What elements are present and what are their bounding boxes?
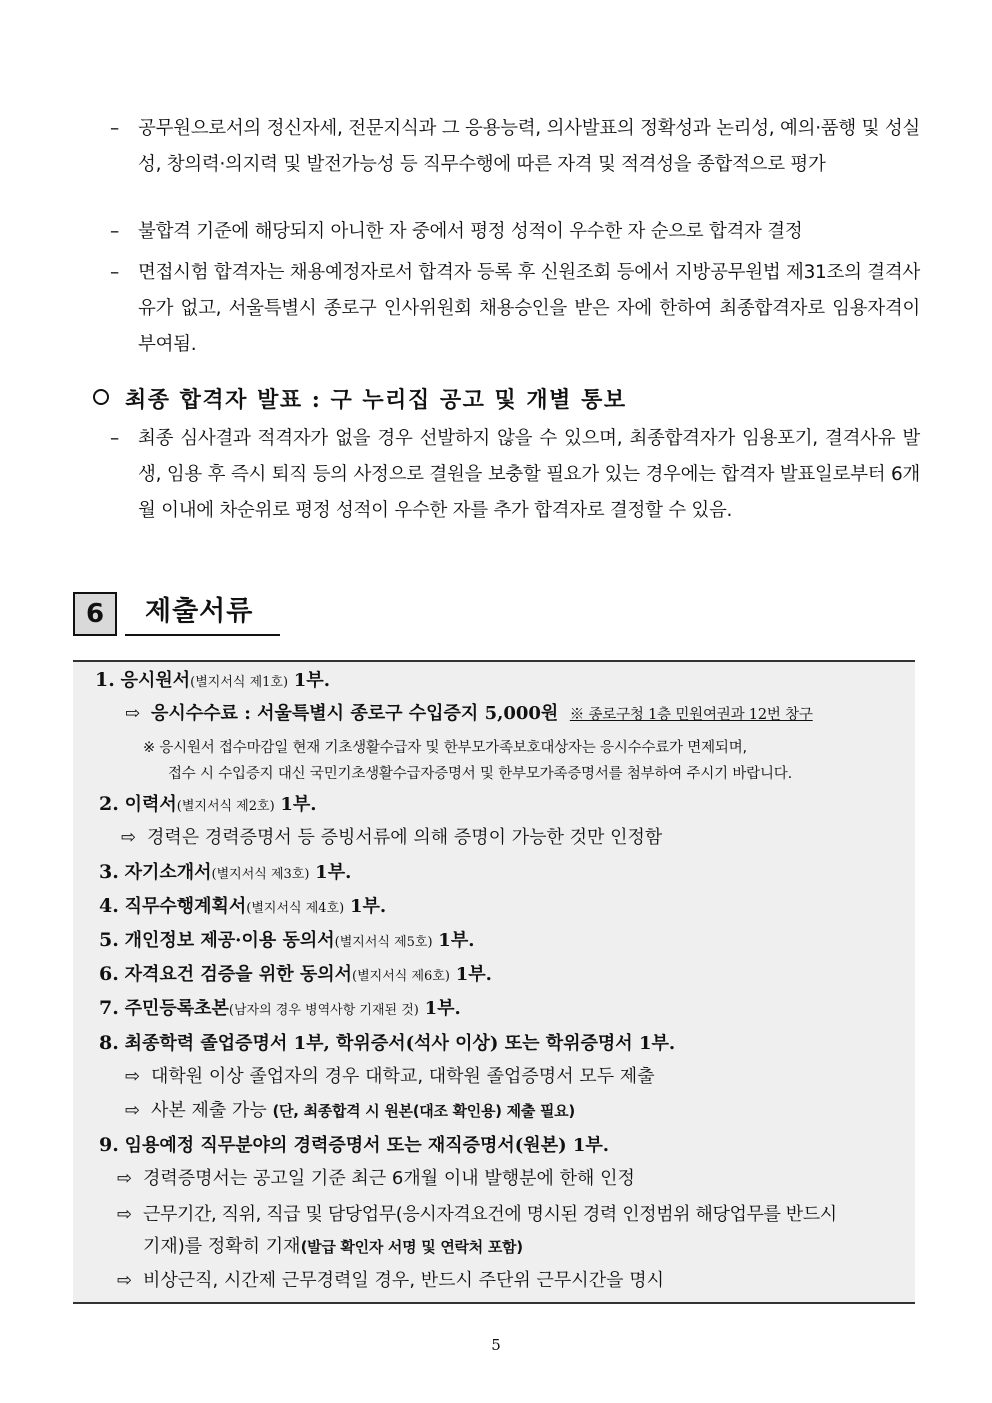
arrow-right-icon: ⇨ [117, 1270, 133, 1291]
doc-item-7 [99, 993, 461, 1026]
doc-count: 1부. [424, 998, 461, 1019]
fee-location: ※ 종로구청 1층 민원여권과 12번 창구 [569, 707, 813, 723]
fee-exemption-note-2: 접수 시 수입증지 대신 국민기초생활수급자증명서 및 한부모가족증명서를 첨부하여 주시기 바랍니다. [168, 766, 792, 782]
doc-number: 5. [99, 929, 119, 951]
doc-item-6 [99, 959, 492, 992]
doc-item-4 [99, 891, 386, 924]
doc-number: 7. [99, 997, 119, 1019]
criteria-text: 공무원으로서의 정신자세, 전문지식과 그 응용능력, 의사발표의 정확성과 논리성, 예의·품행 및 성실성, 창의력·의지력 및 발전가능성 등 직무수행에 따른 자격 및 적격성을 종합적으로 평가 [138, 118, 920, 175]
doc-name: 자격요건 검증을 위한 동의서 [124, 964, 353, 985]
doc-name: 최종학력 졸업증명서 1부, 학위증서(석사 이상) 또는 학위증명서 1부. [124, 1033, 676, 1054]
fee-exemption-note-1: ※ 응시원서 접수마감일 현재 기초생활수급자 및 한부모가족보호대상자는 응시수수료가 면제되며, [143, 740, 747, 756]
doc-8-sub-2 [125, 1096, 575, 1126]
doc-number: 8. [99, 1032, 119, 1054]
doc-note: (별지서식 제5호) [334, 935, 433, 950]
dash-bullet: – [110, 118, 119, 139]
final-announcement-text: 최종 심사결과 적격자가 없을 경우 선발하지 않을 수 있으며, 최종합격자가 임용포기, 결격사유 발생, 임용 후 즉시 퇴직 등의 사정으로 결원을 보충할 필요가 있는 경우에는 합격자 발표일로부터 6개월 이내에 차순위로 평정 성적이 우수한 자를 추가 합격자로 결정할 수 있음. [138, 428, 920, 521]
criteria-item-2 [110, 214, 920, 250]
doc-count: 1부. [438, 930, 475, 951]
arrow-right-icon: ⇨ [125, 703, 141, 724]
dash-bullet: – [110, 221, 119, 242]
section-title-box [125, 592, 280, 636]
doc-number: 3. [99, 861, 119, 883]
doc-item-2 [99, 789, 317, 822]
circle-bullet-icon [93, 389, 109, 405]
doc-note: (별지서식 제2호) [176, 799, 275, 814]
sub-text: 비상근직, 시간제 근무경력일 경우, 반드시 주단위 근무시간을 명시 [143, 1270, 664, 1291]
doc-note: (남자의 경우 병역사항 기재된 것) [228, 1003, 419, 1018]
doc-count: 1부. [280, 794, 317, 815]
doc-note: (별지서식 제4호) [246, 901, 345, 916]
doc-count: 1부. [293, 670, 330, 691]
criteria-text: 불합격 기준에 해당되지 아니한 자 중에서 평정 성적이 우수한 자 순으로 합격자 결정 [138, 221, 803, 242]
sub-text: 근무기간, 직위, 직급 및 담당업무(응시자격요건에 명시된 경력 인정범위 해당업무를 반드시 [143, 1204, 837, 1225]
section-number-badge: 6 [73, 592, 117, 636]
sub-text-bold: (발급 확인자 서명 및 연락처 포함) [300, 1238, 523, 1256]
arrow-right-icon: ⇨ [117, 1168, 133, 1189]
doc-2-sub [121, 823, 662, 853]
final-announcement-item [110, 421, 920, 529]
doc-item-8 [99, 1028, 675, 1059]
page-number: 5 [491, 1336, 501, 1354]
arrow-right-icon: ⇨ [117, 1204, 132, 1225]
doc-number: 9. [99, 1134, 119, 1156]
doc-number: 1. [95, 669, 115, 691]
doc-number: 2. [99, 793, 119, 815]
sub-text: 대학원 이상 졸업자의 경우 대학교, 대학원 졸업증명서 모두 제출 [151, 1066, 655, 1087]
doc-name: 이력서 [124, 794, 177, 815]
arrow-right-icon: ⇨ [121, 827, 137, 848]
sub-text: 경력은 경력증명서 등 증빙서류에 의해 증명이 가능한 것만 인정함 [147, 827, 663, 848]
doc-count: 1부. [455, 964, 492, 985]
doc-name: 응시원서 [120, 670, 191, 691]
doc-name: 자기소개서 [124, 862, 212, 883]
sub-text: 기재)를 정확히 기재 [143, 1236, 301, 1257]
fee-line [125, 699, 813, 730]
doc-name: 임용예정 직무분야의 경력증명서 또는 재직증명서(원본) 1부. [124, 1135, 610, 1156]
sub-text-bold: (단, 최종합격 시 원본(대조 확인용) 제출 필요) [272, 1102, 575, 1120]
doc-note: (별지서식 제6호) [352, 969, 450, 984]
doc-name: 직무수행계획서 [124, 896, 247, 917]
doc-name: 주민등록초본 [124, 998, 229, 1019]
criteria-item-3 [110, 255, 920, 363]
doc-9-sub-1 [117, 1164, 635, 1194]
doc-item-1 [95, 665, 330, 698]
arrow-right-icon: ⇨ [125, 1066, 141, 1087]
doc-name: 개인정보 제공·이용 동의서 [124, 930, 335, 951]
doc-item-3 [99, 857, 351, 890]
doc-item-5 [99, 925, 474, 958]
sub-text: 경력증명서는 공고일 기준 최근 6개월 이내 발행분에 한해 인정 [143, 1168, 635, 1189]
criteria-item-1 [110, 111, 920, 183]
doc-note: (별지서식 제1호) [190, 675, 289, 690]
sub-text: 사본 제출 가능 [151, 1100, 273, 1121]
section-title: 제출서류 [145, 596, 254, 627]
criteria-text: 면접시험 합격자는 채용예정자로서 합격자 등록 후 신원조회 등에서 지방공무원법 제31조의 결격사유가 없고, 서울특별시 종로구 인사위원회 채용승인을 받은 자에 한하여 최종합격자로 임용자격이 부여됨. [138, 262, 920, 355]
dash-bullet: – [110, 428, 119, 449]
doc-9-sub-2-cont [143, 1232, 523, 1262]
doc-note: (별지서식 제3호) [211, 867, 310, 882]
doc-count: 1부. [315, 862, 352, 883]
arrow-right-icon: ⇨ [125, 1100, 141, 1121]
doc-9-sub-3 [117, 1266, 664, 1296]
fee-label: 응시수수료 : 서울특별시 종로구 수입증지 5,000원 [151, 703, 559, 724]
doc-8-sub-1 [125, 1062, 655, 1092]
doc-number: 4. [99, 895, 119, 917]
doc-count: 1부. [349, 896, 387, 917]
doc-9-sub-2 [117, 1200, 837, 1230]
documents-box [73, 660, 915, 1304]
dash-bullet: – [110, 262, 119, 283]
doc-item-9 [99, 1130, 609, 1161]
heading-text: 최종 합격자 발표 : 구 누리집 공고 및 개별 통보 [125, 387, 627, 413]
final-announcement-heading [93, 380, 913, 420]
doc-number: 6. [99, 963, 119, 985]
